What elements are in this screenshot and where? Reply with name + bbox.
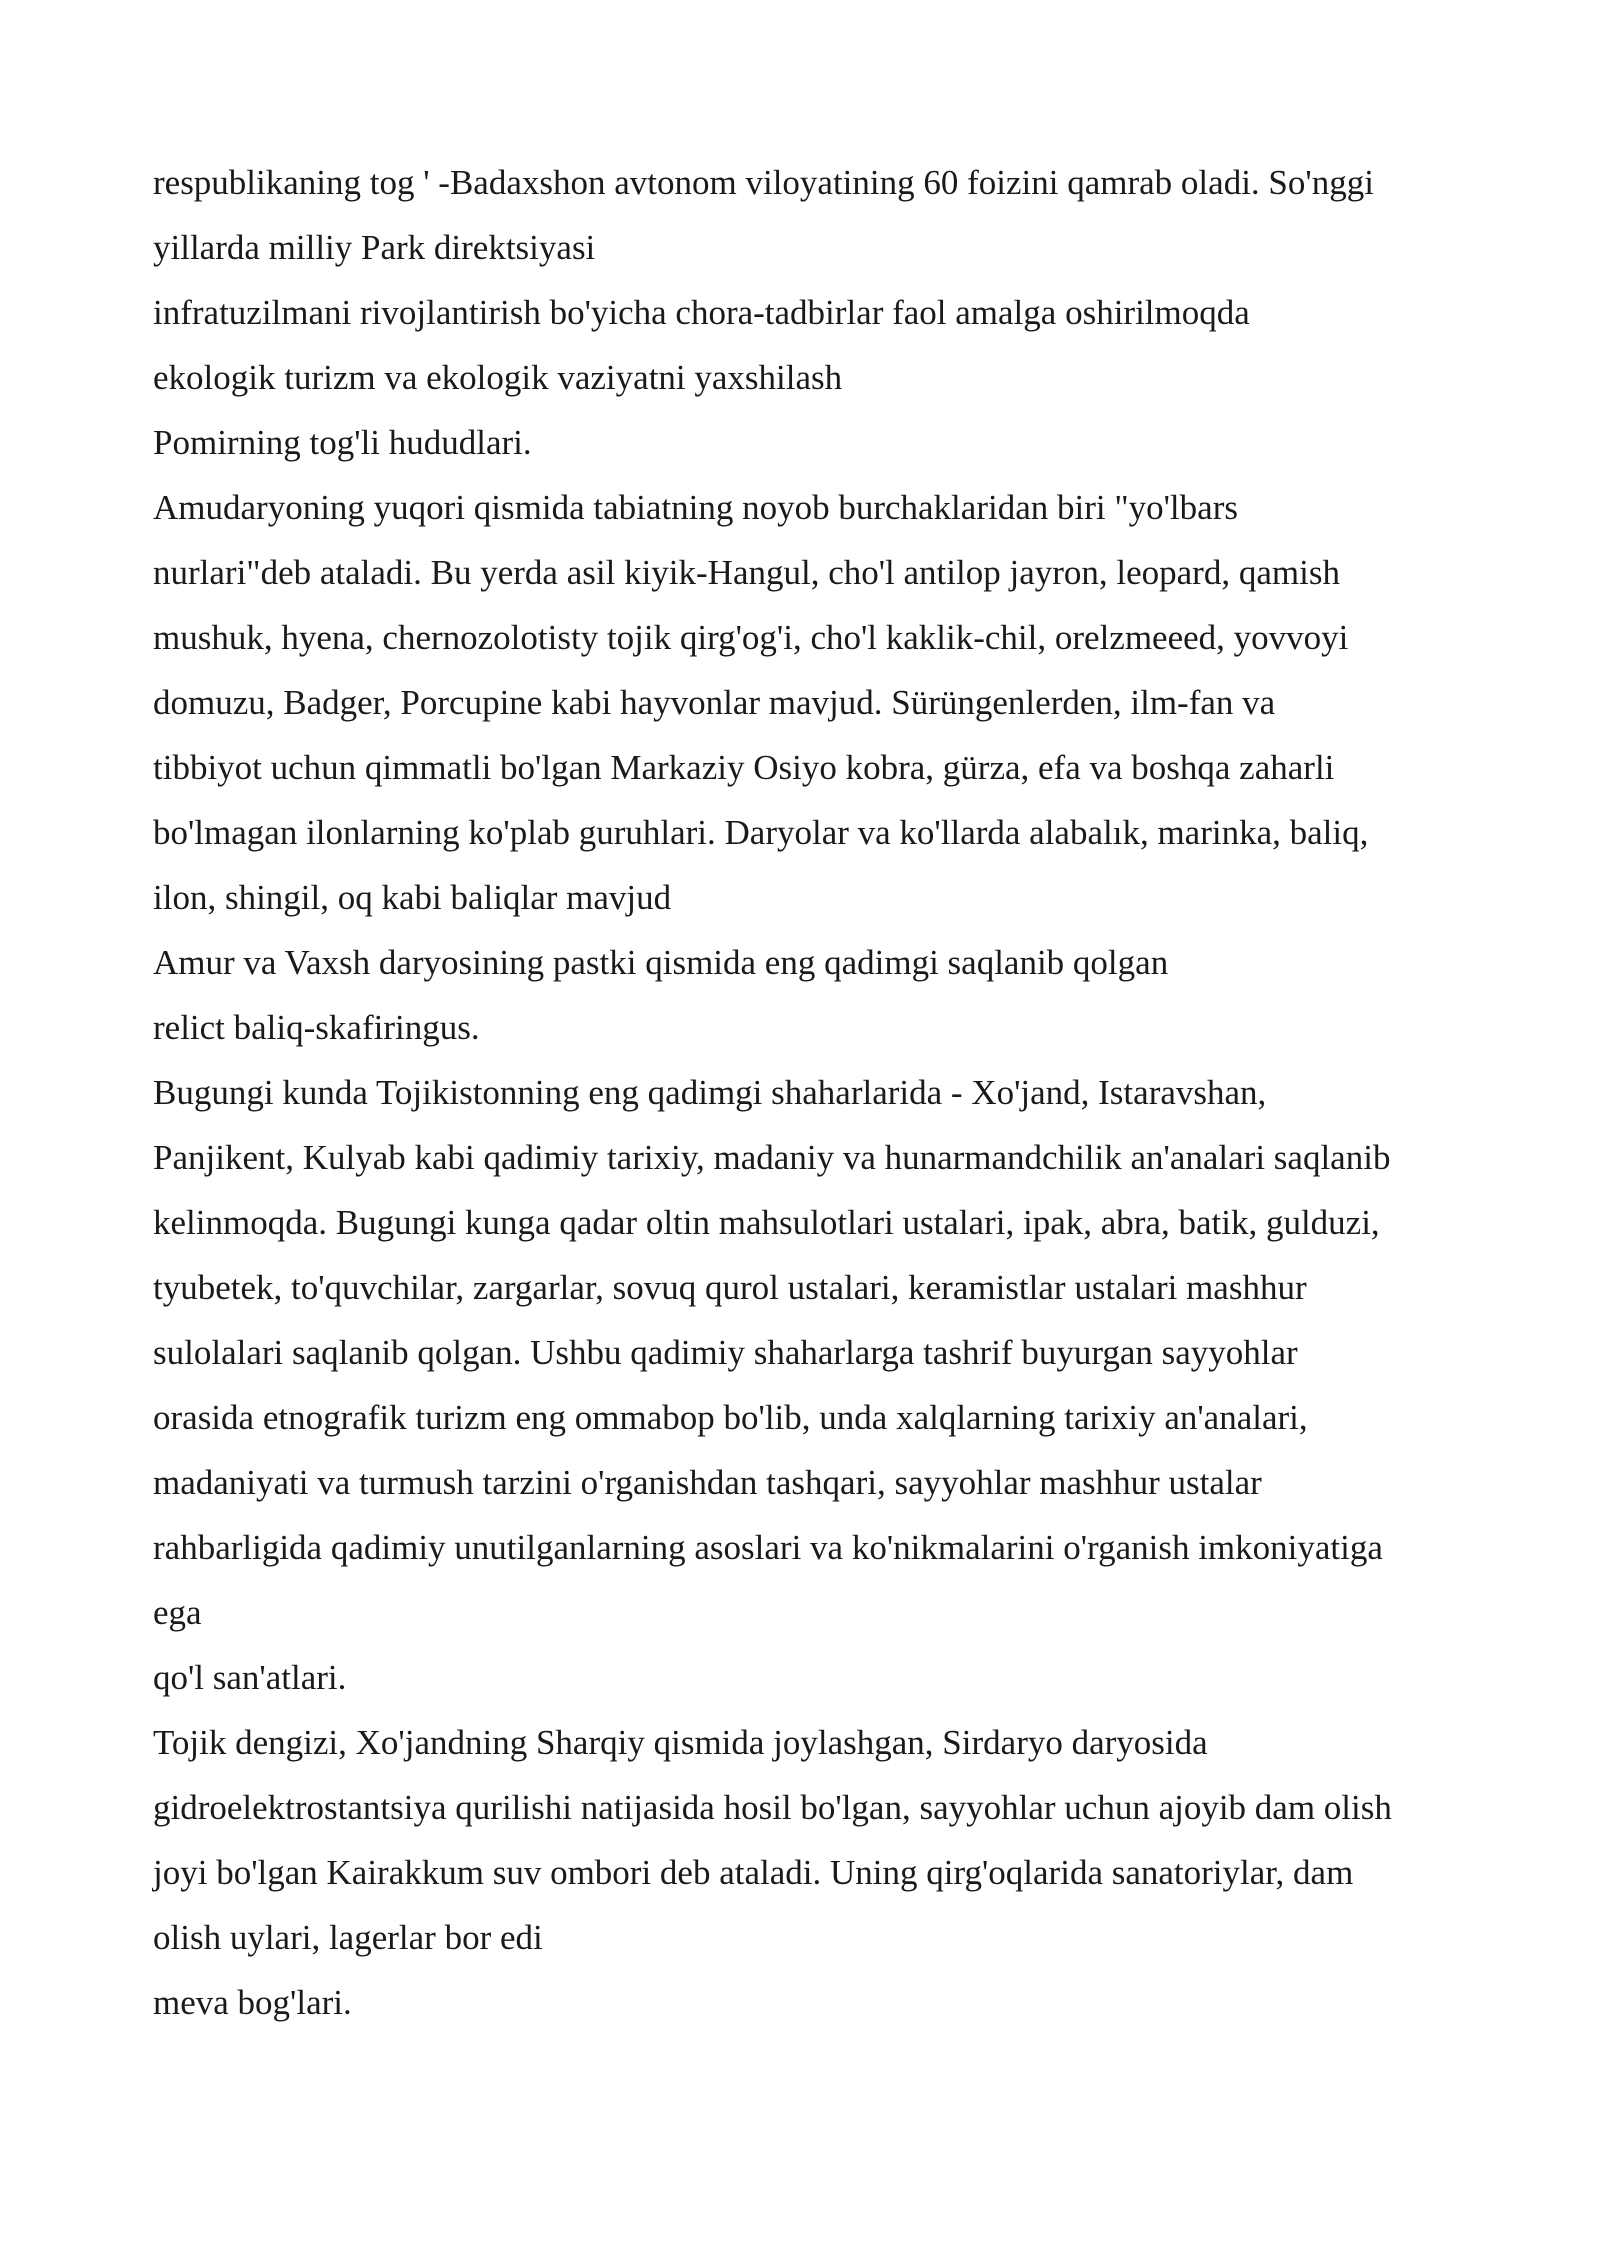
text-line: madaniyati va turmush tarzini o'rganishdan tashqari, sayyohlar mashhur ustalar (153, 1463, 1262, 1502)
text-line: olish uylari, lagerlar bor edi (153, 1918, 543, 1957)
text-line: respublikaning tog ' -Badaxshon avtonom viloyatining 60 foizini qamrab oladi. So'nggi (153, 163, 1374, 202)
text-line: Amudaryoning yuqori qismida tabiatning noyob burchaklaridan biri "yo'lbars (153, 488, 1238, 527)
text-line: meva bog'lari. (153, 1983, 352, 2022)
text-line: yillarda milliy Park direktsiyasi (153, 228, 596, 267)
text-line: relict baliq-skafiringus. (153, 1008, 480, 1047)
text-line: mushuk, hyena, chernozolotisty tojik qirg'og'i, cho'l kaklik-chil, orelzmeeed, yovvoyi (153, 618, 1349, 657)
text-line: ega (153, 1593, 202, 1632)
text-line: sulolalari saqlanib qolgan. Ushbu qadimiy shaharlarga tashrif buyurgan sayyohlar (153, 1333, 1298, 1372)
text-line: domuzu, Badger, Porcupine kabi hayvonlar mavjud. Sürüngenlerden, ilm-fan va (153, 683, 1276, 722)
text-line: ekologik turizm va ekologik vaziyatni yaxshilash (153, 358, 843, 397)
text-line: infratuzilmani rivojlantirish bo'yicha chora-tadbirlar faol amalga oshirilmoqda (153, 293, 1250, 332)
body-text (153, 150, 1493, 2035)
text-line: tyubetek, to'quvchilar, zargarlar, sovuq qurol ustalari, keramistlar ustalari mashhur (153, 1268, 1307, 1307)
text-line: tibbiyot uchun qimmatli bo'lgan Markaziy Osiyo kobra, gürza, efa va boshqa zaharli (153, 748, 1335, 787)
text-line: Pomirning tog'li hududlari. (153, 423, 532, 462)
text-line: orasida etnografik turizm eng ommabop bo'lib, unda xalqlarning tarixiy an'analari, (153, 1398, 1308, 1437)
text-line: Bugungi kunda Tojikistonning eng qadimgi shaharlarida - Xo'jand, Istaravshan, (153, 1073, 1267, 1112)
text-line: nurlari"deb ataladi. Bu yerda asil kiyik-Hangul, cho'l antilop jayron, leopard, qamish (153, 553, 1340, 592)
text-line: Tojik dengizi, Xo'jandning Sharqiy qismida joylashgan, Sirdaryo daryosida (153, 1723, 1208, 1762)
text-line: kelinmoqda. Bugungi kunga qadar oltin mahsulotlari ustalari, ipak, abra, batik, gulduzi, (153, 1203, 1380, 1242)
text-line: ilon, shingil, oq kabi baliqlar mavjud (153, 878, 672, 917)
text-line: Panjikent, Kulyab kabi qadimiy tarixiy, madaniy va hunarmandchilik an'analari saqlanib (153, 1138, 1391, 1177)
text-line: Amur va Vaxsh daryosining pastki qismida eng qadimgi saqlanib qolgan (153, 943, 1169, 982)
text-line: qo'l san'atlari. (153, 1658, 347, 1697)
text-line: rahbarligida qadimiy unutilganlarning asoslari va ko'nikmalarini o'rganish imkoniyatiga (153, 1528, 1383, 1567)
text-line: joyi bo'lgan Kairakkum suv ombori deb ataladi. Uning qirg'oqlarida sanatoriylar, dam (153, 1853, 1354, 1892)
text-line: bo'lmagan ilonlarning ko'plab guruhlari. Daryolar va ko'llarda alabalık, marinka, baliq, (153, 813, 1369, 852)
text-line: gidroelektrostantsiya qurilishi natijasida hosil bo'lgan, sayyohlar uchun ajoyib dam olish (153, 1788, 1392, 1827)
